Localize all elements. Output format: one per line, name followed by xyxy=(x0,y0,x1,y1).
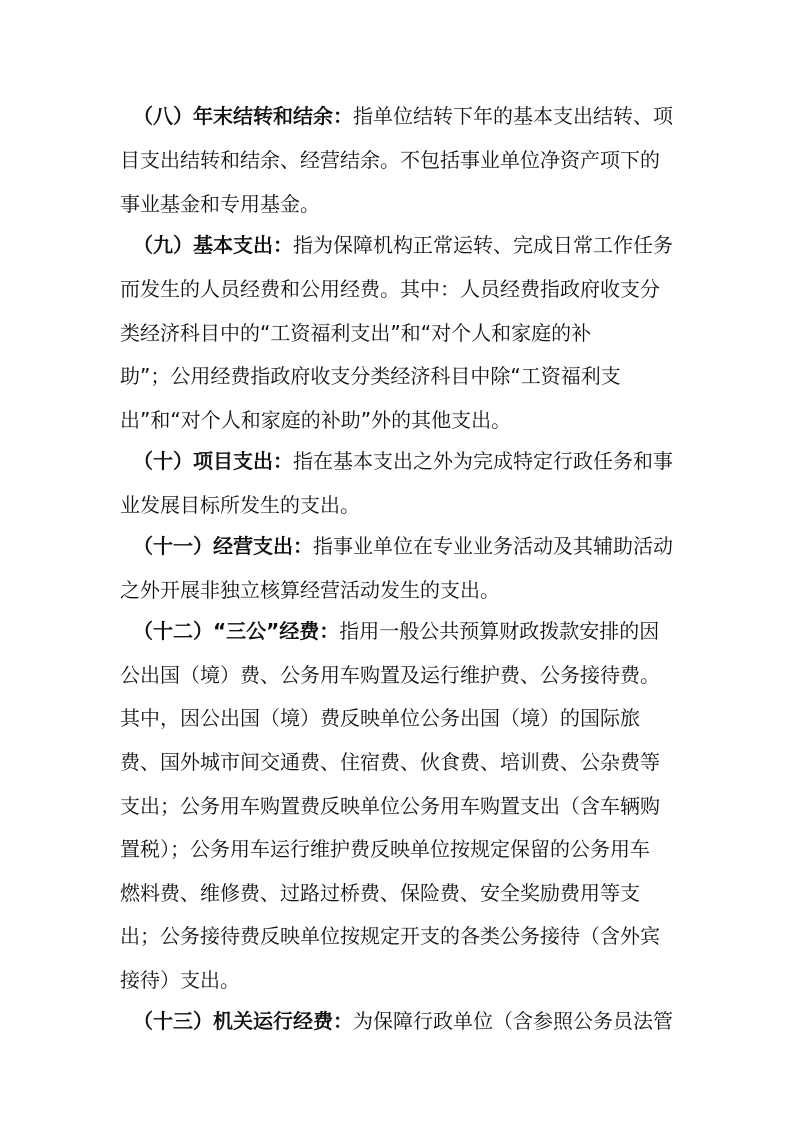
paragraph-12-line-4 xyxy=(0,742,793,782)
paragraph-8-line-3 xyxy=(0,184,793,224)
paragraph-8-text-2: 目支出结转和结余、经营结余。不包括事业单位净资产项下的 xyxy=(120,148,660,172)
paragraph-9-line-4 xyxy=(0,356,793,396)
paragraph-12-line-9 xyxy=(0,960,793,1000)
paragraph-9-text-4: 助”；公用经费指政府收支分类经济科目中除“工资福利支 xyxy=(120,364,621,388)
paragraph-11-line-1 xyxy=(0,526,793,566)
paragraph-8-text-3: 事业基金和专用基金。 xyxy=(120,192,320,216)
paragraph-8-line-2 xyxy=(0,140,793,180)
paragraph-12-text-9: 接待）支出。 xyxy=(120,968,240,992)
paragraph-13-term: （十三）机关运行经费： xyxy=(133,1009,353,1033)
paragraph-12-line-8 xyxy=(0,916,793,956)
paragraph-12-text-8: 出；公务接待费反映单位按规定开支的各类公务接待（含外宾 xyxy=(120,924,660,948)
paragraph-12-text-4: 费、国外城市间交通费、住宿费、伙食费、培训费、公杂费等 xyxy=(120,750,660,774)
paragraph-9-text: 指为保障机构正常运转、完成日常工作任务 xyxy=(293,233,673,257)
paragraph-8-term: （八）年末结转和结余： xyxy=(133,104,353,128)
paragraph-9-line-3 xyxy=(0,313,793,353)
paragraph-12-term: （十二）“三公”经费： xyxy=(133,619,340,643)
paragraph-11-text: 指事业单位在专业业务活动及其辅助活动 xyxy=(313,534,673,558)
paragraph-12-line-7 xyxy=(0,873,793,913)
paragraph-12-line-1 xyxy=(0,611,793,651)
paragraph-10-line-1 xyxy=(0,441,793,481)
paragraph-8-line-1 xyxy=(0,96,793,136)
paragraph-12-line-2 xyxy=(0,655,793,695)
paragraph-11-term: （十一）经营支出： xyxy=(133,534,313,558)
paragraph-12-text-3: 其中，因公出国（境）费反映单位公务出国（境）的国际旅 xyxy=(120,706,640,730)
paragraph-9-text-5: 出”和“对个人和家庭的补助”外的其他支出。 xyxy=(120,408,512,432)
paragraph-10-text-2: 业发展目标所发生的支出。 xyxy=(120,493,360,517)
paragraph-12-line-6 xyxy=(0,829,793,869)
paragraph-11-text-2: 之外开展非独立核算经营活动发生的支出。 xyxy=(120,578,500,602)
paragraph-9-term: （九）基本支出： xyxy=(133,233,293,257)
paragraph-12-line-5 xyxy=(0,786,793,826)
paragraph-13-text: 为保障行政单位（含参照公务员法管 xyxy=(353,1009,673,1033)
paragraph-10-term: （十）项目支出： xyxy=(133,449,293,473)
paragraph-10-text: 指在基本支出之外为完成特定行政任务和事 xyxy=(293,449,673,473)
paragraph-12-text-2: 公出国（境）费、公务用车购置及运行维护费、公务接待费。 xyxy=(120,663,660,687)
paragraph-12-text-5: 支出；公务用车购置费反映单位公务用车购置支出（含车辆购 xyxy=(120,794,660,818)
paragraph-12-text: 指用一般公共预算财政拨款安排的因 xyxy=(339,619,660,643)
paragraph-12-text-6: 置税）；公务用车运行维护费反映单位按规定保留的公务用车 xyxy=(120,837,650,861)
paragraph-12-text-7: 燃料费、维修费、过路过桥费、保险费、安全奖励费用等支 xyxy=(120,881,640,905)
paragraph-12-line-3 xyxy=(0,698,793,738)
paragraph-13-line-1 xyxy=(0,1001,793,1041)
paragraph-11-line-2 xyxy=(0,570,793,610)
paragraph-8-text: 指单位结转下年的基本支出结转、项 xyxy=(353,104,673,128)
paragraph-9-line-5 xyxy=(0,400,793,440)
paragraph-9-line-2 xyxy=(0,269,793,309)
paragraph-9-line-1 xyxy=(0,225,793,265)
paragraph-9-text-2: 而发生的人员经费和公用经费。其中：人员经费指政府收支分 xyxy=(120,277,660,301)
paragraph-10-line-2 xyxy=(0,485,793,525)
paragraph-9-text-3: 类经济科目中的“工资福利支出”和“对个人和家庭的补 xyxy=(120,321,592,345)
